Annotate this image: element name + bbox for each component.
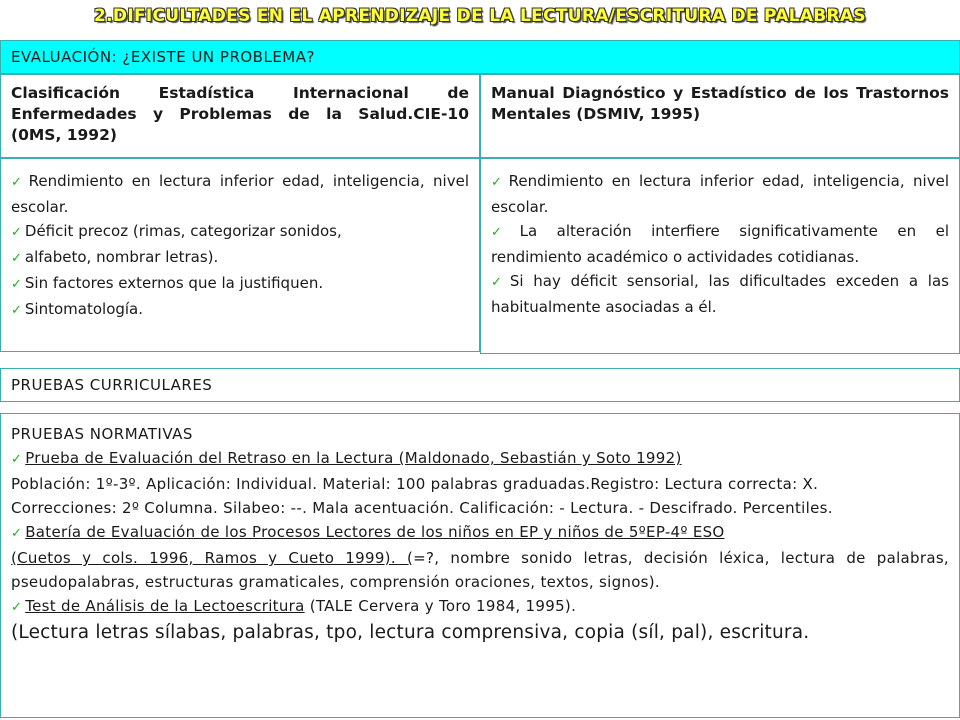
- normativas-box: [0, 413, 960, 718]
- curriculares-heading: PRUEBAS CURRICULARES: [11, 376, 213, 394]
- check-icon: ✓: [11, 251, 22, 266]
- cie-heading-box: [0, 74, 480, 158]
- normativas-heading: PRUEBAS NORMATIVAS: [11, 425, 193, 443]
- evaluation-heading: EVALUACIÓN: ¿EXISTE UN PROBLEMA?: [11, 48, 315, 66]
- dsm-heading-box: [480, 74, 960, 158]
- dsm-criteria-list: [491, 169, 949, 319]
- list-item: ✓ Sin factores externos que la justifiquen.: [11, 274, 324, 292]
- test2-link-authors[interactable]: (Cuetos y cols. 1996, Ramos y Cueto 1999). (: [11, 549, 414, 567]
- list-item: ✓ Déficit precoz (rimas, categorizar sonidos,: [11, 222, 342, 240]
- check-icon: ✓: [11, 277, 22, 292]
- test3-title: [11, 594, 949, 620]
- list-item: ✓ La alteración interfiere significativamente en el rendimiento académico o actividades cotidianas.: [491, 222, 949, 266]
- test3-reference: (TALE Cervera y Toro 1984, 1995).: [304, 597, 577, 615]
- check-icon: ✓: [491, 175, 506, 190]
- check-icon: ✓: [491, 225, 517, 240]
- test1-link[interactable]: Prueba de Evaluación del Retraso en la Lectura (Maldonado, Sebastián y Soto 1992): [25, 449, 682, 467]
- check-icon: ✓: [11, 526, 23, 541]
- check-icon: ✓: [11, 452, 23, 467]
- cie-heading: Clasificación Estadística Internacional de Enfermedades y Problemas de la Salud.CIE-10 (0MS, 1992): [11, 84, 469, 144]
- page-title: 2.DIFICULTADES EN EL APRENDIZAJE DE LA LECTURA/ESCRITURA DE PALABRAS: [94, 6, 866, 26]
- check-icon: ✓: [11, 303, 22, 318]
- test2-block: [11, 520, 949, 594]
- list-item: ✓ Sintomatología.: [11, 300, 144, 318]
- dsm-criteria-box: [480, 158, 960, 354]
- test1-title: [11, 446, 949, 472]
- test2-description: =?, nombre sonido letras, decisión léxica, lectura de palabras, pseudopalabras, estructuras gramaticales, comprensión oraciones, textos, signos).: [11, 549, 949, 591]
- evaluation-heading-box: [0, 40, 960, 74]
- check-icon: ✓: [11, 175, 26, 190]
- test1-corrections: Correcciones: 2º Columna. Silabeo: --. Mala acentuación. Calificación: - Lectura. - Descifrado. Percentiles.: [11, 499, 833, 517]
- cie-criteria-box: [0, 158, 480, 352]
- cie-criteria-list: [11, 169, 469, 323]
- test3-detail: (Lectura letras sílabas, palabras, tpo, lectura comprensiva, copia (síl, pal), escritura.: [11, 622, 810, 643]
- list-item: ✓ alfabeto, nombrar letras).: [11, 248, 219, 266]
- test2-link[interactable]: Batería de Evaluación de los Procesos Lectores de los niños en EP y niños de 5ºEP-4º ESO: [25, 523, 725, 541]
- check-icon: ✓: [11, 225, 22, 240]
- dsm-heading: Manual Diagnóstico y Estadístico de los Trastornos Mentales (DSMIV, 1995): [491, 84, 949, 123]
- list-item: ✓ Rendimiento en lectura inferior edad, inteligencia, nivel escolar.: [11, 172, 469, 216]
- check-icon: ✓: [491, 275, 507, 290]
- curriculares-box: [0, 368, 960, 402]
- test1-description: Población: 1º-3º. Aplicación: Individual. Material: 100 palabras graduadas.Registro: Lectura correcta: X.: [11, 475, 819, 493]
- list-item: ✓ Rendimiento en lectura inferior edad, inteligencia, nivel escolar.: [491, 172, 949, 216]
- test3-link[interactable]: Test de Análisis de la Lectoescritura: [25, 597, 305, 615]
- check-icon: ✓: [11, 600, 23, 615]
- list-item: ✓ Si hay déficit sensorial, las dificultades exceden a las habitualmente asociadas a él.: [491, 272, 949, 316]
